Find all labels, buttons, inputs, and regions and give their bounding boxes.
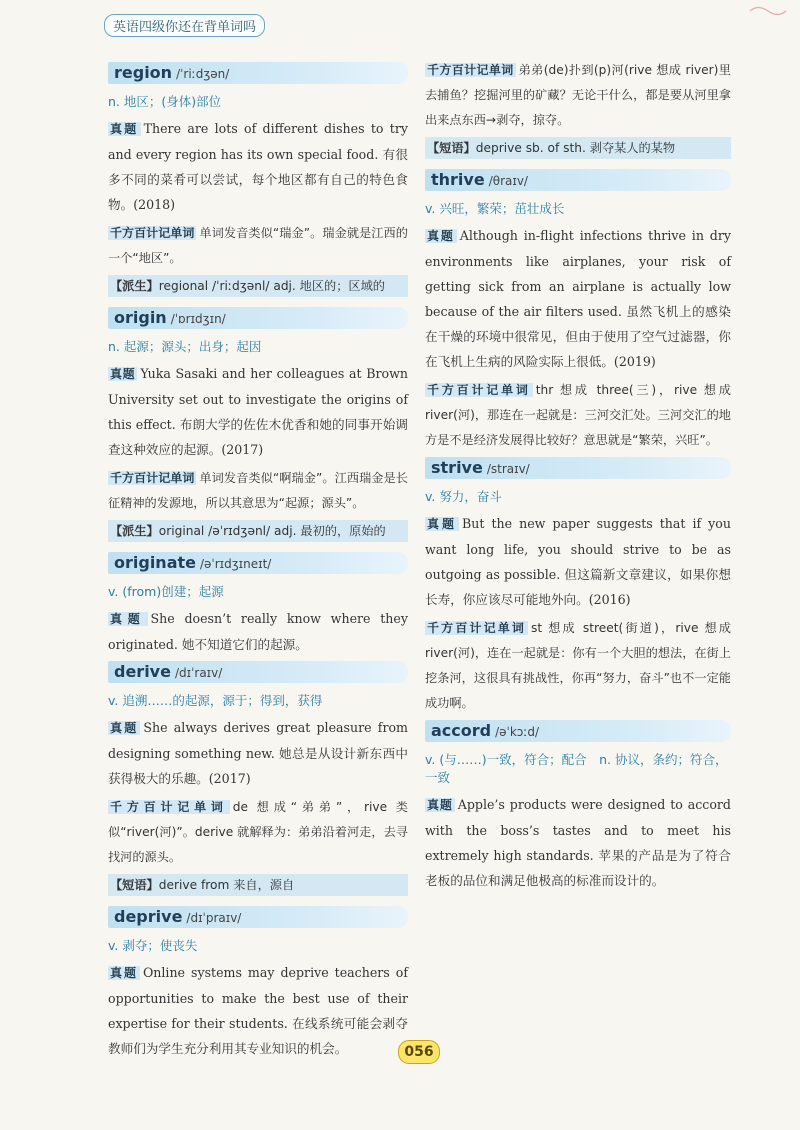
memory-tip: 千方百计记单词 de 想成“弟弟”，rive 类似“river(河)”。derive 就解释为：弟弟沿着河走，去寻找河的源头。 <box>108 800 408 864</box>
memory-label: 千方百计记单词 <box>427 621 527 635</box>
headword-originate <box>108 552 408 574</box>
part-of-speech: n. 地区；(身体)部位 <box>108 94 222 109</box>
exam-label: 真题 <box>427 517 458 531</box>
part-of-speech: v. 剥夺；使丧失 <box>108 938 198 953</box>
part-of-speech: v. (from)创建；起源 <box>108 584 224 599</box>
exam-sentence: 真题 Yuka Sasaki and her colleagues at Brown University set out to investigate the origins of this effect. 布朗大学的佐佐木优香和她的同事开始调查这种效应的起源。(2017) <box>108 366 408 457</box>
headword: derive <box>114 662 171 681</box>
headword: deprive <box>114 907 183 926</box>
memory-tip: 千方百计记单词 弟弟(de)扑到(p)河(rive 想成 river)里去捕鱼？挖掘河里的矿藏？无论干什么，都是要从河里拿出来点东西→剥夺，掠夺。 <box>425 63 731 127</box>
phonetic: /dɪˈraɪv/ <box>174 666 223 680</box>
headword: region <box>114 63 173 82</box>
phonetic: /straɪv/ <box>486 462 530 476</box>
headword: originate <box>114 553 196 572</box>
phonetic: /əˈrɪdʒɪneɪt/ <box>200 557 272 571</box>
phonetic: /əˈkɔːd/ <box>495 725 540 739</box>
headword: strive <box>431 458 483 477</box>
page-number: 056 <box>398 1040 440 1064</box>
memory-label: 千方百计记单词 <box>110 226 195 240</box>
memory-label: 千方百计记单词 <box>110 471 195 485</box>
derivative-bar: 【派生】regional /ˈriːdʒənl/ adj. 地区的；区域的 <box>108 275 408 297</box>
headword-deprive <box>108 906 408 928</box>
derivative-bar: 【派生】original /əˈrɪdʒənl/ adj. 最初的，原始的 <box>108 520 408 542</box>
headword-derive <box>108 661 408 683</box>
headword: thrive <box>431 170 485 189</box>
phonetic: /dɪˈpraɪv/ <box>186 911 242 925</box>
phonetic: /ˈriːdʒən/ <box>176 67 230 81</box>
headword-region <box>108 62 408 84</box>
headword: accord <box>431 721 492 740</box>
memory-tip: 千方百计记单词 st 想成 street(街道)，rive 想成 river(河)，连在一起就是：你有一个大胆的想法，在街上挖条河，这很具有挑战性，你再“努力，奋斗”也不一定能成功啊。 <box>425 621 731 710</box>
part-of-speech: v. 努力，奋斗 <box>425 489 502 504</box>
exam-label: 真题 <box>427 229 455 243</box>
exam-label: 真题 <box>110 721 139 735</box>
phrase-bar: 【短语】derive from 来自，源自 <box>108 874 408 896</box>
memory-label: 千方百计记单词 <box>110 800 228 814</box>
memory-tip: 千方百计记单词 单词发音类似“瑞金”。瑞金就是江西的一个“地区”。 <box>108 226 408 265</box>
headword: origin <box>114 308 167 327</box>
exam-label: 真题 <box>110 367 136 381</box>
memory-label: 千方百计记单词 <box>427 63 514 77</box>
exam-label: 真题 <box>110 612 146 626</box>
memory-tip: 千方百计记单词 单词发音类似“啊瑞金”。江西瑞金是长征精神的发源地，所以其意思为“起源；源头”。 <box>108 471 408 510</box>
memory-label: 千方百计记单词 <box>427 383 531 397</box>
headword-strive <box>425 457 731 479</box>
exam-sentence: 真题 She doesn’t really know where they originated. 她不知道它们的起源。 <box>108 611 408 652</box>
memory-tip: 千方百计记单词 thr 想成 three(三)，rive 想成 river(河)，那连在一起就是：三河交汇处。三河交汇的地方是不是经济发展得比较好？意思就是“繁荣，兴旺”。 <box>425 383 731 447</box>
exam-sentence: 真题 Online systems may deprive teachers of opportunities to make the best use of their expertise for their students. 在线系统可能会剥夺教师们为学生充分利用其专业知识的机会。 <box>108 965 408 1056</box>
phonetic: /ˈɒrɪdʒɪn/ <box>170 312 226 326</box>
headword-thrive <box>425 169 731 191</box>
right-column <box>425 58 731 897</box>
left-column <box>108 58 408 1065</box>
part-of-speech: v. (与……)一致，符合；配合 n. 协议，条约；符合，一致 <box>425 752 728 785</box>
exam-sentence: 真题 Although in-flight infections thrive in dry environments like airplanes, your risk of getting sick from an airplane is actually low because of the air filters used. 虽然飞机上的感染在干燥的环境中很常见，但由于使用了空气过滤器，你在飞机上生病的风险实际上很低。(2019) <box>425 228 731 369</box>
book-title-tab: 英语四级你还在背单词吗 <box>104 14 265 37</box>
exam-label: 真题 <box>110 122 139 136</box>
corner-ornament-icon <box>748 4 788 18</box>
exam-label: 真题 <box>427 798 453 812</box>
headword-accord <box>425 720 731 742</box>
phrase-bar: 【短语】deprive sb. of sth. 剥夺某人的某物 <box>425 137 731 159</box>
exam-label: 真题 <box>110 966 138 980</box>
exam-sentence: 真题 She always derives great pleasure from designing something new. 她总是从设计新东西中获得极大的乐趣。(2017) <box>108 720 408 786</box>
exam-sentence: 真题 There are lots of different dishes to try and every region has its own special food. 有很多不同的菜肴可以尝试，每个地区都有自己的特色食物。(2018) <box>108 121 408 212</box>
part-of-speech: v. 兴旺，繁荣；茁壮成长 <box>425 201 565 216</box>
phonetic: /θraɪv/ <box>488 174 528 188</box>
exam-sentence: 真题 Apple’s products were designed to accord with the boss’s tastes and to meet his extremely high standards. 苹果的产品是为了符合老板的品位和满足他极高的标准而设计的。 <box>425 797 731 888</box>
exam-sentence: 真题 But the new paper suggests that if you want long life, you should strive to be as outgoing as possible. 但这篇新文章建议，如果你想长寿，你应该尽可能地外向。(2016) <box>425 516 731 607</box>
part-of-speech: n. 起源；源头；出身；起因 <box>108 339 262 354</box>
headword-origin <box>108 307 408 329</box>
part-of-speech: v. 追溯……的起源，源于；得到，获得 <box>108 693 323 708</box>
